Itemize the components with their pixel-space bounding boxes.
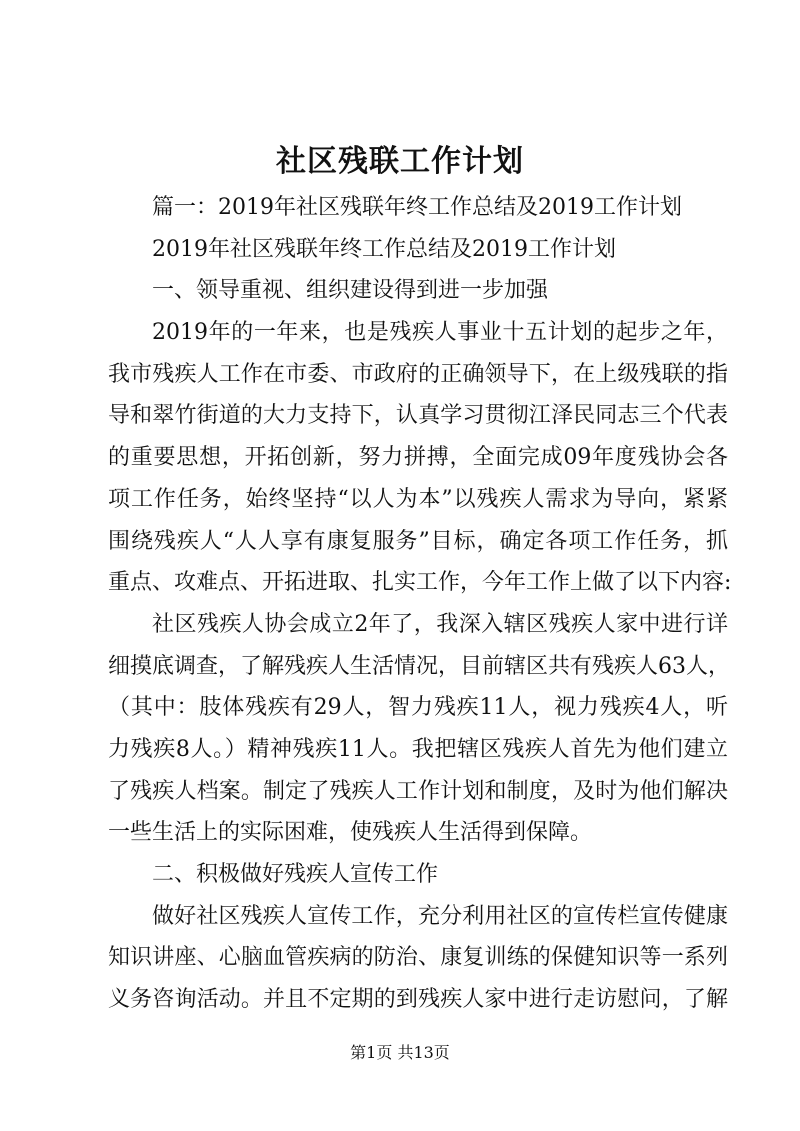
text-line: 一、领导重视、组织建设得到进一步加强 xyxy=(152,278,549,304)
text-line: 2019年的一年来，也是残疾人事业十五计划的起步之年， xyxy=(152,320,728,346)
text-line: 的重要思想，开拓创新，努力拼搏，全面完成09年度残协会各 xyxy=(108,445,728,471)
text-line: 2019年社区残联年终工作总结及2019工作计划 xyxy=(152,236,616,262)
text-line: 导和翠竹街道的大力支持下，认真学习贯彻江泽民同志三个代表 xyxy=(108,403,728,429)
page-footer: 第1页 共13页 xyxy=(350,1043,450,1062)
text-line: 社区残疾人协会成立2年了，我深入辖区残疾人家中进行详 xyxy=(152,611,728,637)
text-line: 知识讲座、心脑血管疾病的防治、康复训练的保健知识等一系列 xyxy=(108,945,728,971)
text-line: 义务咨询活动。并且不定期的到残疾人家中进行走访慰问，了解 xyxy=(108,987,728,1013)
text-line: 项工作任务，始终坚持“以人为本”以残疾人需求为导向，紧紧 xyxy=(108,486,728,512)
text-line: 力残疾8人。）精神残疾11人。我把辖区残疾人首先为他们建立 xyxy=(108,736,728,762)
text-line: （其中：肢体残疾有29人，智力残疾11人，视力残疾4人，听 xyxy=(108,695,728,721)
document-body xyxy=(108,187,732,1021)
text-line: 二、积极做好残疾人宣传工作 xyxy=(152,862,439,887)
text-line: 一些生活上的实际困难，使残疾人生活得到保障。 xyxy=(108,820,593,846)
document-title: 社区残联工作计划 xyxy=(276,144,524,179)
text-line: 重点、攻难点、开拓进取、扎实工作，今年工作上做了以下内容: xyxy=(108,570,732,596)
text-line: 了残疾人档案。制定了残疾人工作计划和制度，及时为他们解决 xyxy=(108,778,728,804)
text-line: 篇一：2019年社区残联年终工作总结及2019工作计划 xyxy=(152,195,682,220)
text-line: 细摸底调查，了解残疾人生活情况，目前辖区共有残疾人63人， xyxy=(108,653,730,679)
text-line: 我市残疾人工作在市委、市政府的正确领导下，在上级残联的指 xyxy=(108,361,728,387)
text-line: 做好社区残疾人宣传工作，充分利用社区的宣传栏宣传健康 xyxy=(152,903,728,929)
text-line: 围绕残疾人“人人享有康复服务”目标，确定各项工作任务，抓 xyxy=(108,528,728,554)
